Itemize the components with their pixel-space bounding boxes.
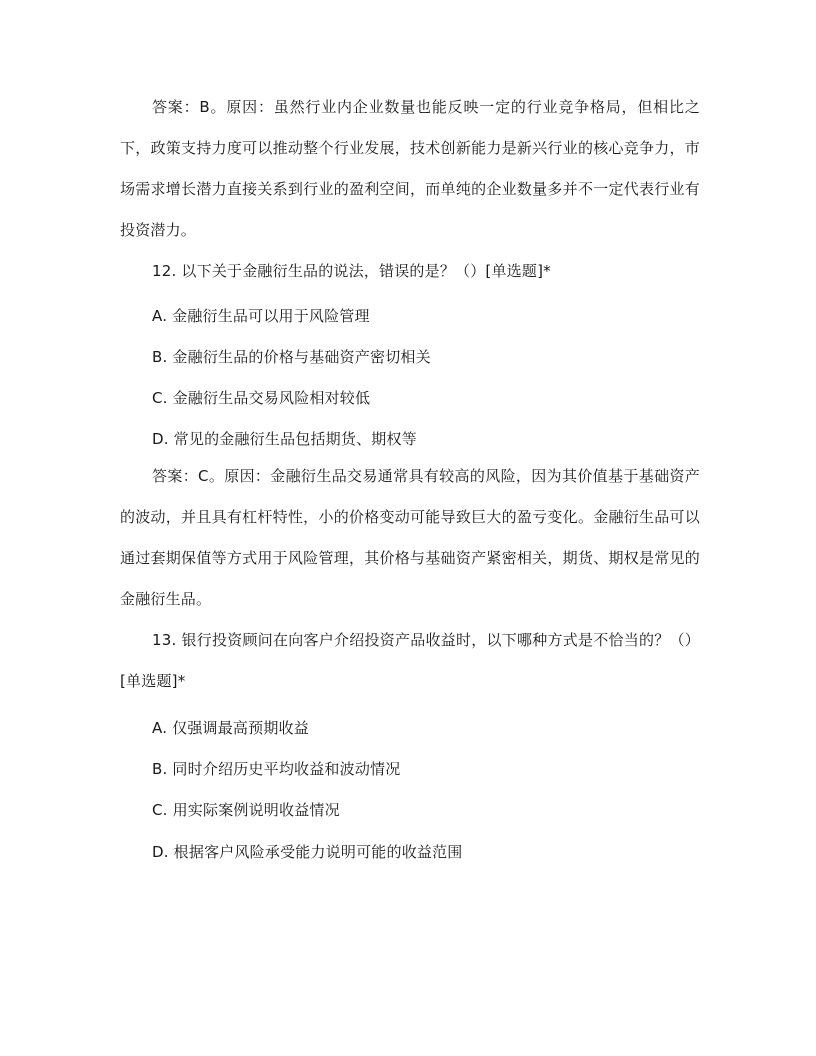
q12-option-d: D. 常见的金融衍生品包括期货、期权等 — [152, 430, 417, 448]
q13-option-d: D. 根据客户风险承受能力说明可能的收益范围 — [152, 843, 463, 861]
answer-12-block — [120, 456, 700, 620]
answer-11-block — [120, 87, 700, 251]
q12-option-c: C. 金融衍生品交易风险相对较低 — [152, 389, 371, 407]
q13-option-c: C. 用实际案例说明收益情况 — [152, 801, 340, 819]
question-12-block — [120, 251, 700, 292]
question-12-text: 12. 以下关于金融衍生品的说法，错误的是？（）[单选题]* — [152, 262, 551, 280]
q13-option-b: B. 同时介绍历史平均收益和波动情况 — [152, 760, 401, 778]
q12-option-b: B. 金融衍生品的价格与基础资产密切相关 — [152, 348, 431, 366]
question-13-block — [120, 620, 700, 702]
answer-11-text: 答案：B。原因：虽然行业内企业数量也能反映一定的行业竞争格局，但相比之下，政策支持力度可以推动整个行业发展，技术创新能力是新兴行业的核心竞争力，市场需求增长潜力直接关系到行业的盈利空间，而单纯的企业数量多并不一定代表行业有投资潜力。 — [120, 98, 700, 239]
q12-option-a: A. 金融衍生品可以用于风险管理 — [152, 307, 370, 325]
question-13-text: 13. 银行投资顾问在向客户介绍投资产品收益时，以下哪种方式是不恰当的？（）[单选题]* — [120, 631, 700, 690]
q13-option-a: A. 仅强调最高预期收益 — [152, 719, 309, 737]
answer-12-text: 答案：C。原因：金融衍生品交易通常具有较高的风险，因为其价值基于基础资产的波动，并且具有杠杆特性，小的价格变动可能导致巨大的盈亏变化。金融衍生品可以通过套期保值等方式用于风险管理，其价格与基础资产紧密相关，期货、期权是常见的金融衍生品。 — [120, 467, 700, 608]
